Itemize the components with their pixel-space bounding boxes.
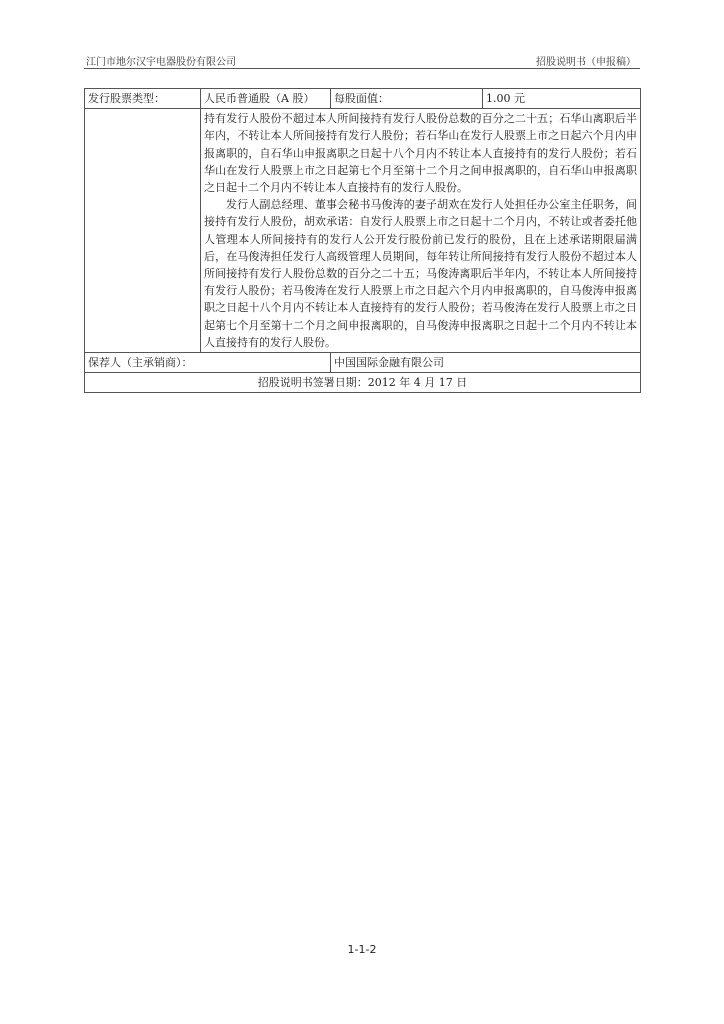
company-name: 江门市地尔汉宇电器股份有限公司 bbox=[86, 57, 236, 68]
sponsor-row bbox=[85, 353, 641, 373]
sponsor-value: 中国国际金融有限公司 bbox=[331, 353, 641, 373]
sponsor-label: 保荐人（主承销商）： bbox=[85, 353, 331, 373]
signing-date-row bbox=[85, 373, 641, 393]
stock-type-row bbox=[85, 89, 641, 109]
document-type: 招股说明书（申报稿） bbox=[536, 57, 636, 68]
page-number: 1-1-2 bbox=[347, 943, 377, 956]
stock-type-label: 发行股票类型： bbox=[85, 89, 201, 109]
commitment-label-cell bbox=[85, 109, 201, 353]
commitment-paragraph-1: 持有发行人股份不超过本人所间接持有发行人股份总数的百分之二十五；石华山离职后半年内，不转让本人所间接持有发行人股份；若石华山在发行人股票上市之日起六个月内申报离职的，自石华山申报离职之日起十八个月内不转让本人直接持有的发行人股份；若石华山在发行人股票上市之日起第七个月至第十二个月之间申报离职的，自石华山申报离职之日起十二个月内不转让本人直接持有的发行人股份。 bbox=[204, 112, 637, 195]
page-header bbox=[84, 50, 640, 69]
stock-type-value: 人民币普通股（A 股） bbox=[201, 89, 331, 109]
par-value-value: 1.00 元 bbox=[483, 89, 641, 109]
par-value-label: 每股面值： bbox=[331, 89, 483, 109]
issuance-info-table bbox=[84, 88, 641, 393]
commitment-text-cell bbox=[201, 109, 641, 353]
commitment-row bbox=[85, 109, 641, 353]
signing-date: 招股说明书签署日期：2012 年 4 月 17 日 bbox=[85, 373, 641, 393]
commitment-paragraph-2: 发行人副总经理、董事会秘书马俊涛的妻子胡欢在发行人处担任办公室主任职务，间接持有发行人股份，胡欢承诺：自发行人股票上市之日起十二个月内，不转让或者委托他人管理本人所间接持有的发行人公开发行股份前已发行的股份，且在上述承诺期限届满后，在马俊涛担任发行人高级管理人员期间，每年转让所间接持有发行人股份不超过本人所间接持有发行人股份总数的百分之二十五；马俊涛离职后半年内，不转让本人所间接持有发行人股份；若马俊涛在发行人股票上市之日起六个月内申报离职的，自马俊涛申报离职之日起十八个月内不转让本人直接持有的发行人股份；若马俊涛在发行人股票上市之日起第七个月至第十二个月之间申报离职的，自马俊涛申报离职之日起十二个月内不转让本人直接持有的发行人股份。 bbox=[204, 198, 637, 349]
